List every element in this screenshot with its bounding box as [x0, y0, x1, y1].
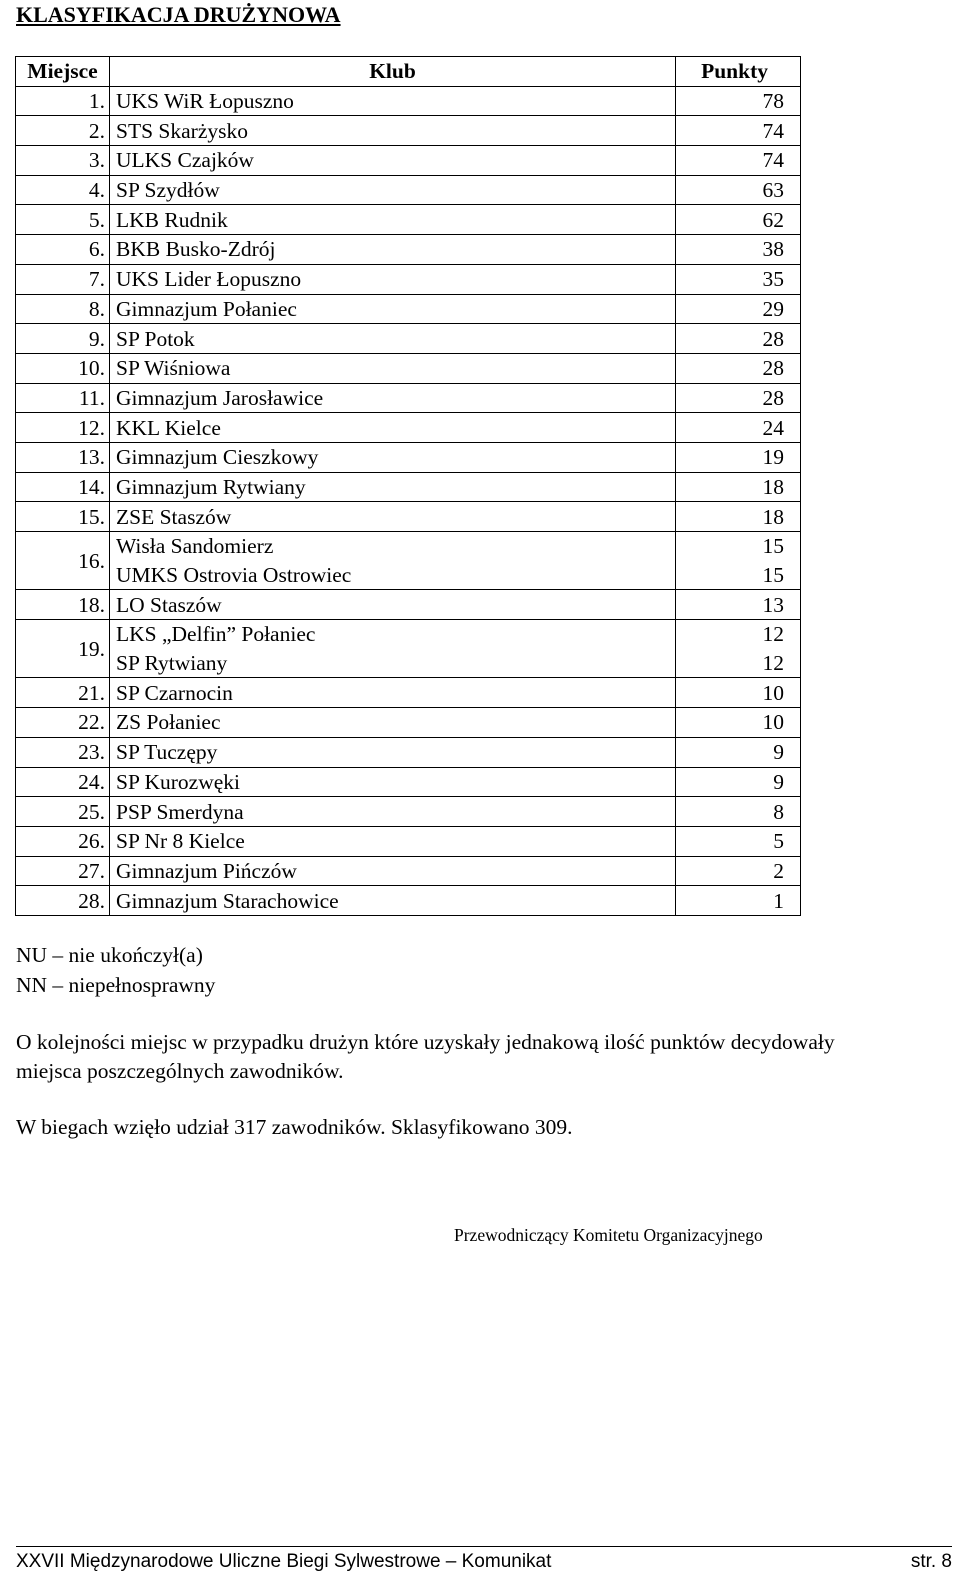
cell-club: UKS WiR Łopuszno — [110, 86, 676, 116]
table-row — [16, 175, 801, 205]
cell-points: 13 — [676, 590, 801, 620]
table-row — [16, 353, 801, 383]
cell-points: 12 — [676, 649, 801, 678]
cell-club: STS Skarżysko — [110, 116, 676, 146]
cell-place: 24. — [16, 767, 110, 797]
cell-points: 15 — [676, 532, 801, 561]
team-classification-table — [15, 56, 801, 916]
cell-club: SP Wiśniowa — [110, 353, 676, 383]
cell-club: ZSE Staszów — [110, 502, 676, 532]
cell-club: Gimnazjum Rytwiany — [110, 472, 676, 502]
cell-points: 28 — [676, 324, 801, 354]
cell-club: Gimnazjum Połaniec — [110, 294, 676, 324]
cell-club: ULKS Czajków — [110, 146, 676, 176]
cell-points: 63 — [676, 175, 801, 205]
table-row — [16, 235, 801, 265]
page-footer — [16, 1546, 952, 1573]
table-row — [16, 856, 801, 886]
table-row — [16, 826, 801, 856]
cell-club: UMKS Ostrovia Ostrowiec — [110, 561, 676, 590]
table-row — [16, 590, 801, 620]
cell-place: 22. — [16, 708, 110, 738]
page-number: str. 8 — [910, 1551, 952, 1572]
cell-points: 18 — [676, 502, 801, 532]
cell-club: LKB Rudnik — [110, 205, 676, 235]
cell-club: Gimnazjum Cieszkowy — [110, 442, 676, 472]
header-club: Klub — [110, 57, 676, 87]
cell-place: 2. — [16, 116, 110, 146]
table-row — [16, 472, 801, 502]
table-row — [16, 886, 801, 916]
cell-points: 74 — [676, 116, 801, 146]
table-row — [16, 561, 801, 590]
cell-points: 74 — [676, 146, 801, 176]
table-row — [16, 264, 801, 294]
cell-club: ZS Połaniec — [110, 708, 676, 738]
legend-nn: NN – niepełnosprawny — [16, 973, 216, 997]
header-points: Punkty — [676, 57, 801, 87]
cell-points: 10 — [676, 708, 801, 738]
table-row — [16, 205, 801, 235]
table-row — [16, 413, 801, 443]
cell-points: 28 — [676, 353, 801, 383]
cell-points: 15 — [676, 561, 801, 590]
cell-place: 11. — [16, 383, 110, 413]
cell-place: 16. — [16, 532, 110, 590]
cell-club: SP Kurozwęki — [110, 767, 676, 797]
cell-place: 26. — [16, 826, 110, 856]
table-row — [16, 442, 801, 472]
signature-label: Przewodniczący Komitetu Organizacyjnego — [454, 1225, 763, 1245]
table-row — [16, 502, 801, 532]
table-header-row — [16, 57, 801, 87]
cell-place: 3. — [16, 146, 110, 176]
cell-points: 28 — [676, 383, 801, 413]
table-row — [16, 737, 801, 767]
table-row — [16, 678, 801, 708]
cell-place: 27. — [16, 856, 110, 886]
cell-place: 9. — [16, 324, 110, 354]
header-place: Miejsce — [16, 57, 110, 87]
cell-club: LO Staszów — [110, 590, 676, 620]
table-row — [16, 383, 801, 413]
table-row — [16, 797, 801, 827]
cell-points: 38 — [676, 235, 801, 265]
cell-points: 9 — [676, 737, 801, 767]
table-row — [16, 620, 801, 649]
cell-place: 19. — [16, 620, 110, 678]
cell-points: 29 — [676, 294, 801, 324]
page-title: KLASYFIKACJA DRUŻYNOWA — [16, 2, 341, 27]
cell-place: 8. — [16, 294, 110, 324]
table-row — [16, 324, 801, 354]
cell-points: 24 — [676, 413, 801, 443]
footer-title: XXVII Międzynarodowe Uliczne Biegi Sylwestrowe – Komunikat — [16, 1551, 552, 1572]
cell-club: PSP Smerdyna — [110, 797, 676, 827]
cell-points: 8 — [676, 797, 801, 827]
cell-club: BKB Busko-Zdrój — [110, 235, 676, 265]
cell-place: 1. — [16, 86, 110, 116]
cell-club: Gimnazjum Starachowice — [110, 886, 676, 916]
table-row — [16, 767, 801, 797]
table-row — [16, 116, 801, 146]
cell-club: SP Rytwiany — [110, 649, 676, 678]
cell-club: SP Szydłów — [110, 175, 676, 205]
cell-place: 12. — [16, 413, 110, 443]
cell-place: 21. — [16, 678, 110, 708]
table-row — [16, 708, 801, 738]
cell-place: 14. — [16, 472, 110, 502]
table-row — [16, 532, 801, 561]
cell-place: 5. — [16, 205, 110, 235]
cell-points: 78 — [676, 86, 801, 116]
note-participants: W biegach wzięło udział 317 zawodników. Sklasyfikowano 309. — [16, 1115, 573, 1139]
cell-place: 13. — [16, 442, 110, 472]
cell-club: SP Czarnocin — [110, 678, 676, 708]
cell-points: 1 — [676, 886, 801, 916]
cell-points: 5 — [676, 826, 801, 856]
cell-club: KKL Kielce — [110, 413, 676, 443]
cell-club: SP Potok — [110, 324, 676, 354]
cell-points: 35 — [676, 264, 801, 294]
note-tiebreak: O kolejności miejsc w przypadku drużyn które uzyskały jednakową ilość punktów decydowały miejsca poszczególnych zawodników. — [16, 1030, 835, 1083]
cell-place: 10. — [16, 353, 110, 383]
table-row — [16, 86, 801, 116]
table-row — [16, 294, 801, 324]
cell-place: 6. — [16, 235, 110, 265]
cell-points: 10 — [676, 678, 801, 708]
cell-club: Gimnazjum Jarosławice — [110, 383, 676, 413]
cell-points: 62 — [676, 205, 801, 235]
cell-club: Wisła Sandomierz — [110, 532, 676, 561]
cell-points: 12 — [676, 620, 801, 649]
cell-place: 4. — [16, 175, 110, 205]
table-row — [16, 146, 801, 176]
cell-place: 7. — [16, 264, 110, 294]
cell-place: 23. — [16, 737, 110, 767]
legend-nu: NU – nie ukończył(a) — [16, 943, 203, 967]
cell-points: 9 — [676, 767, 801, 797]
cell-place: 28. — [16, 886, 110, 916]
cell-points: 2 — [676, 856, 801, 886]
cell-club: LKS „Delfin” Połaniec — [110, 620, 676, 649]
cell-points: 19 — [676, 442, 801, 472]
cell-club: SP Tuczępy — [110, 737, 676, 767]
cell-place: 15. — [16, 502, 110, 532]
cell-club: UKS Lider Łopuszno — [110, 264, 676, 294]
cell-points: 18 — [676, 472, 801, 502]
cell-place: 18. — [16, 590, 110, 620]
table-row — [16, 649, 801, 678]
cell-place: 25. — [16, 797, 110, 827]
cell-club: Gimnazjum Pińczów — [110, 856, 676, 886]
table-body — [16, 86, 801, 915]
cell-club: SP Nr 8 Kielce — [110, 826, 676, 856]
